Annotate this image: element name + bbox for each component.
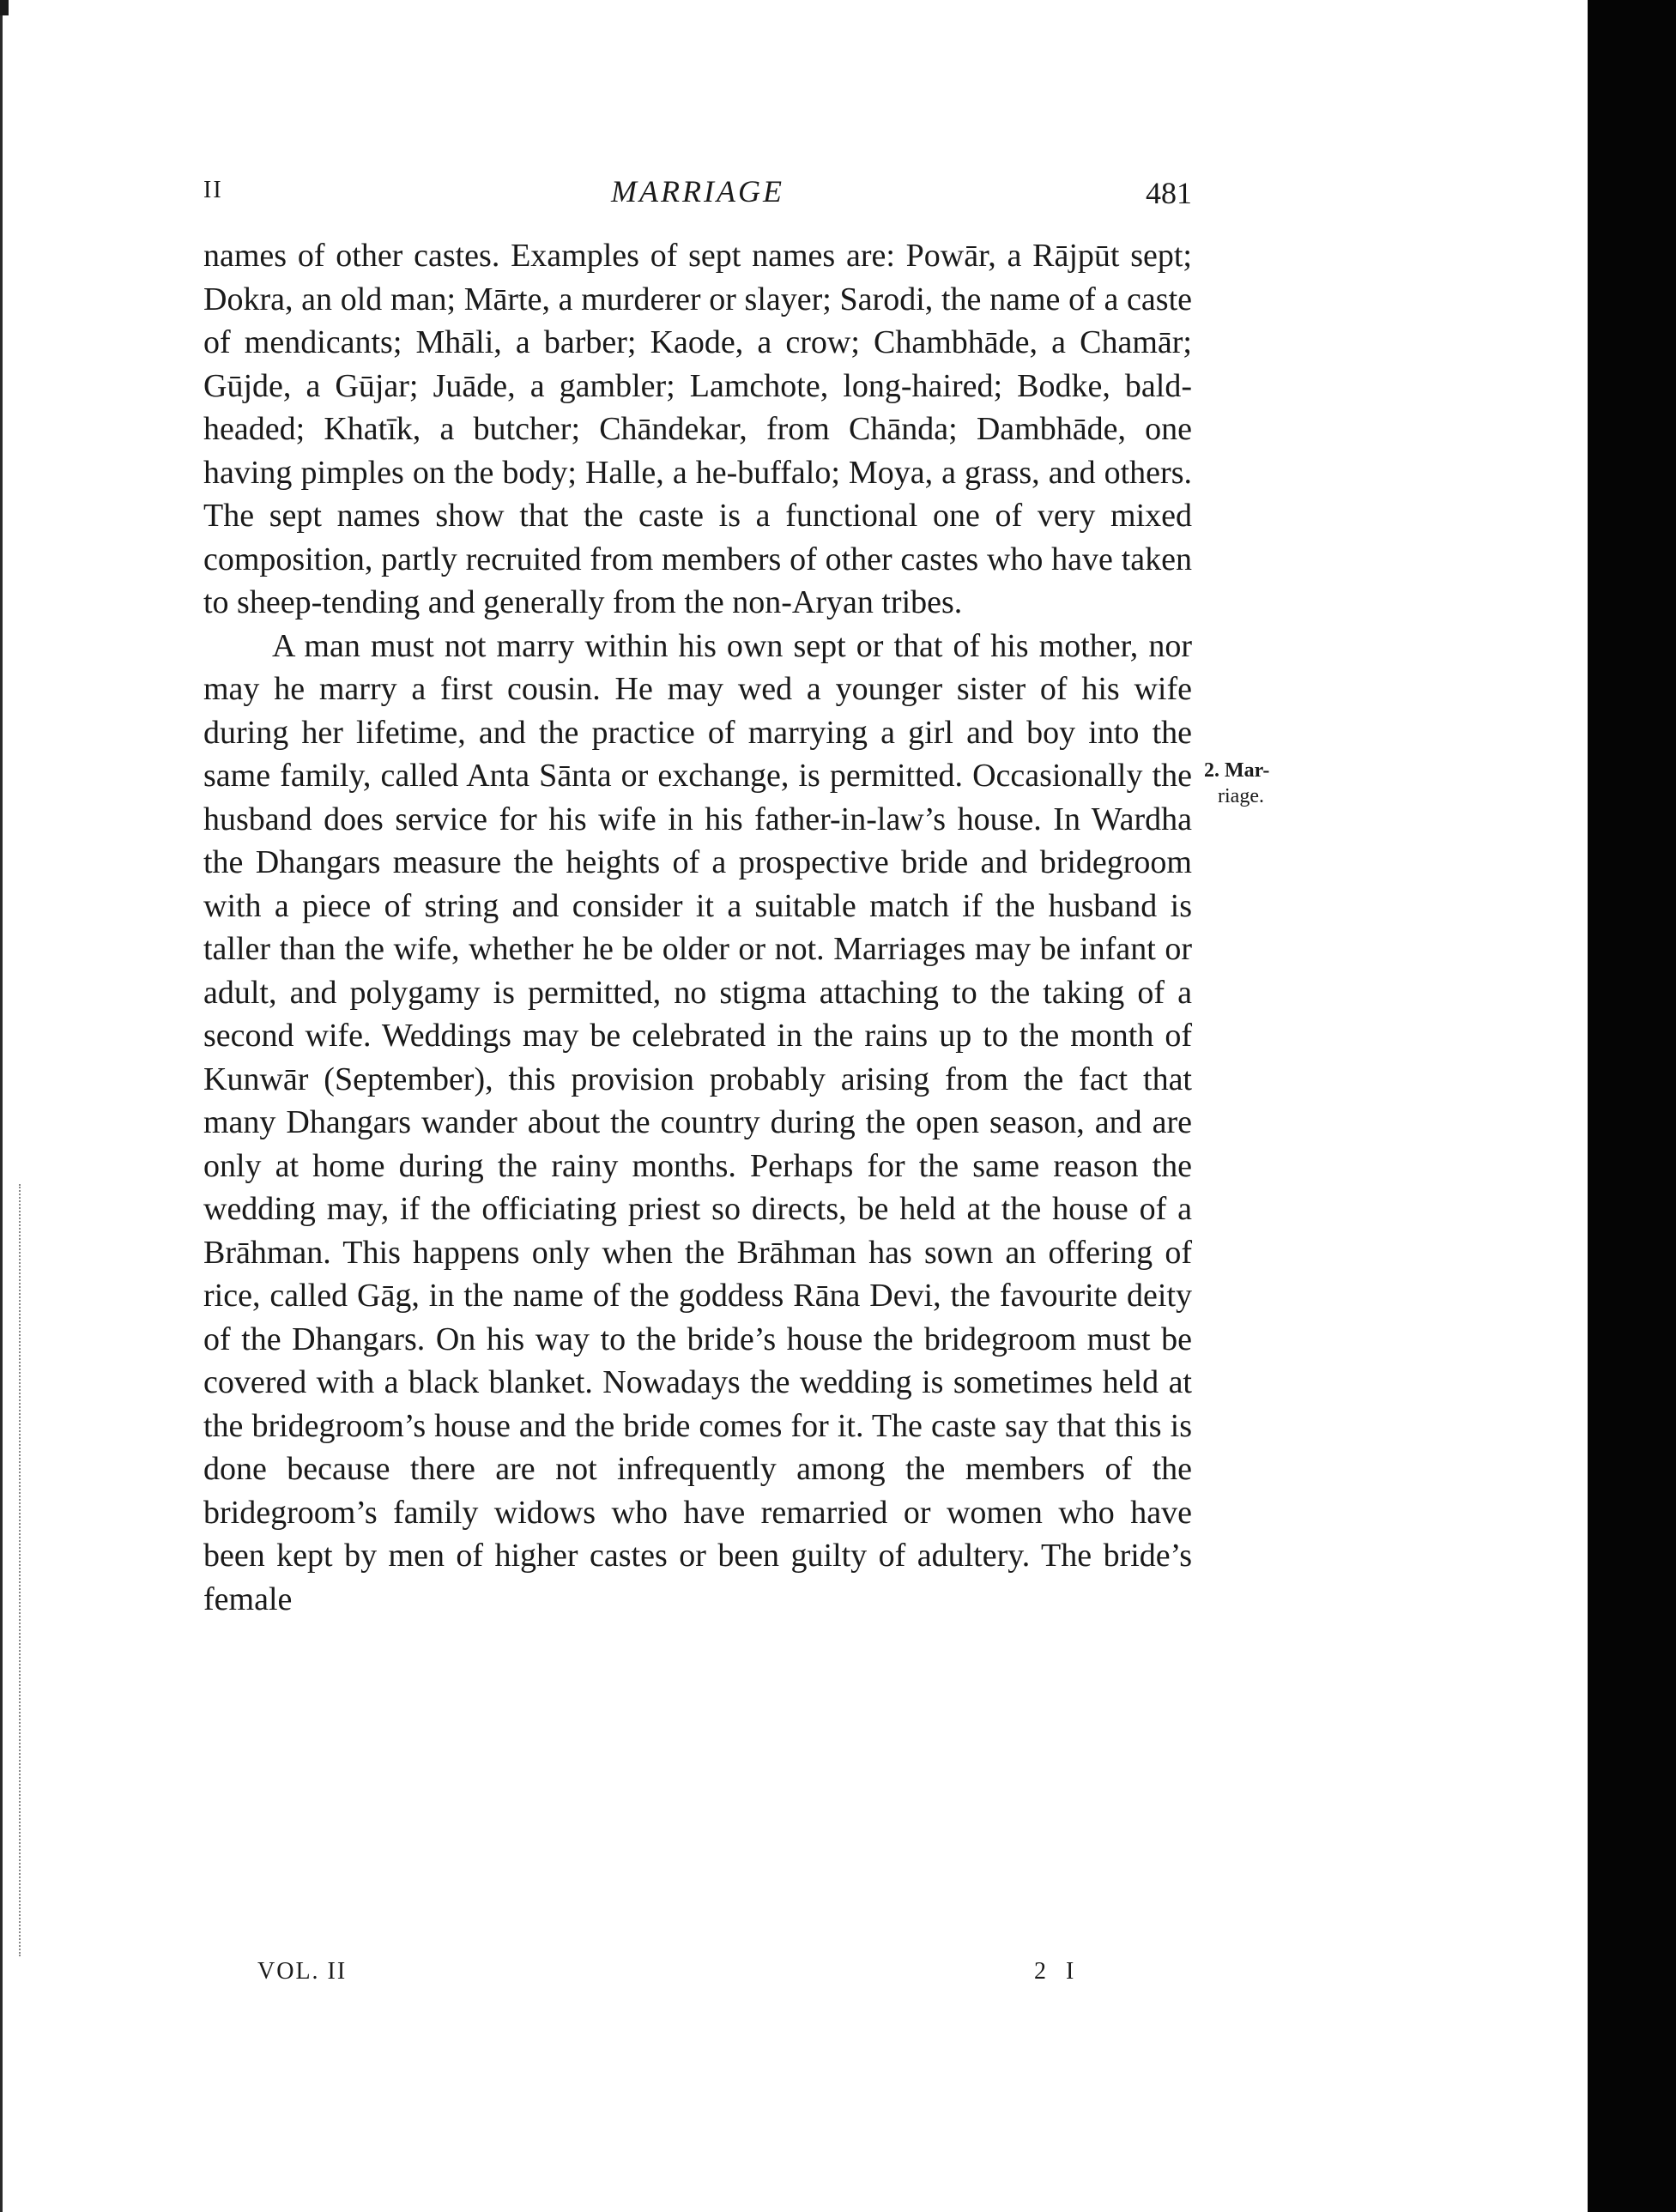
- volume-label: VOL. II: [257, 1958, 348, 1985]
- signature-mark: 2 I: [1034, 1958, 1081, 1985]
- body-text: [203, 234, 1192, 1929]
- marginal-note-marriage: [1204, 758, 1286, 809]
- book-binding-shadow: [1588, 0, 1676, 2212]
- scan-corner-mark: [0, 0, 9, 15]
- running-title: MARRIAGE: [611, 174, 784, 209]
- running-head: [203, 173, 1192, 216]
- chapter-number: II: [203, 177, 223, 203]
- marginal-note-line-1: 2. Mar-: [1204, 759, 1270, 782]
- scan-left-edge: [0, 0, 3, 2212]
- paragraph-sept-names: names of other castes. Examples of sept names are: Powār, a Rājpūt sept; Dokra, an old man; Mārte, a murderer or slayer; Sarodi, the name of a caste of mendicants; Mhāli, a barber; Kaode, a crow; Chambhāde, a Chamār; Gūjde, a Gūjar; Juāde, a gambler; Lamchote, long-haired; Bodke, bald-headed; Khatīk, a butcher; Chāndekar, from Chānda; Dambhāde, one having pimples on the body; Halle, a he-buffalo; Moya, a grass, and others. The sept names show that the caste is a functional one of very mixed composition, partly recruited from members of other castes who have taken to sheep-tending and generally from the non-Aryan tribes.: [203, 238, 1192, 620]
- scan-margin-specks: [19, 1184, 23, 1956]
- marginal-note-line-2: riage.: [1218, 785, 1264, 807]
- page-footer: [257, 1958, 1116, 1992]
- paragraph-marriage: A man must not marry within his own sept or that of his mother, nor may he marry a first cousin. He may wed a younger sister of his wife during her lifetime, and the practice of marrying a girl and boy into the same family, called Anta Sānta or exchange, is permitted. Occasionally the husband does service for his wife in his father-in-law’s house. In Wardha the Dhangars measure the heights of a prospective bride and bridegroom with a piece of string and consider it a suitable match if the husband is taller than the wife, whether he be older or not. Marriages may be infant or adult, and polygamy is permitted, no stigma attaching to the taking of a second wife. Weddings may be celebrated in the rains up to the month of Kunwār (September), this provision probably arising from the fact that many Dhangars wander about the country during the open season, and are only at home during the rainy months. Perhaps for the same reason the wedding may, if the officiating priest so directs, be held at the house of a Brāhman. This happens only when the Brāhman has sown an offering of rice, called Gāg, in the name of the goddess Rāna Devi, the favourite deity of the Dhangars. On his way to the bride’s house the bridegroom must be covered with a black blanket. Nowadays the wedding is sometimes held at the bridegroom’s house and the bride comes for it. The caste say that this is done because there are not infrequently among the members of the bridegroom’s family widows who have remarried or women who have been kept by men of higher castes or been guilty of adultery. The bride’s female: [203, 627, 1192, 1617]
- page-number: 481: [1146, 176, 1192, 210]
